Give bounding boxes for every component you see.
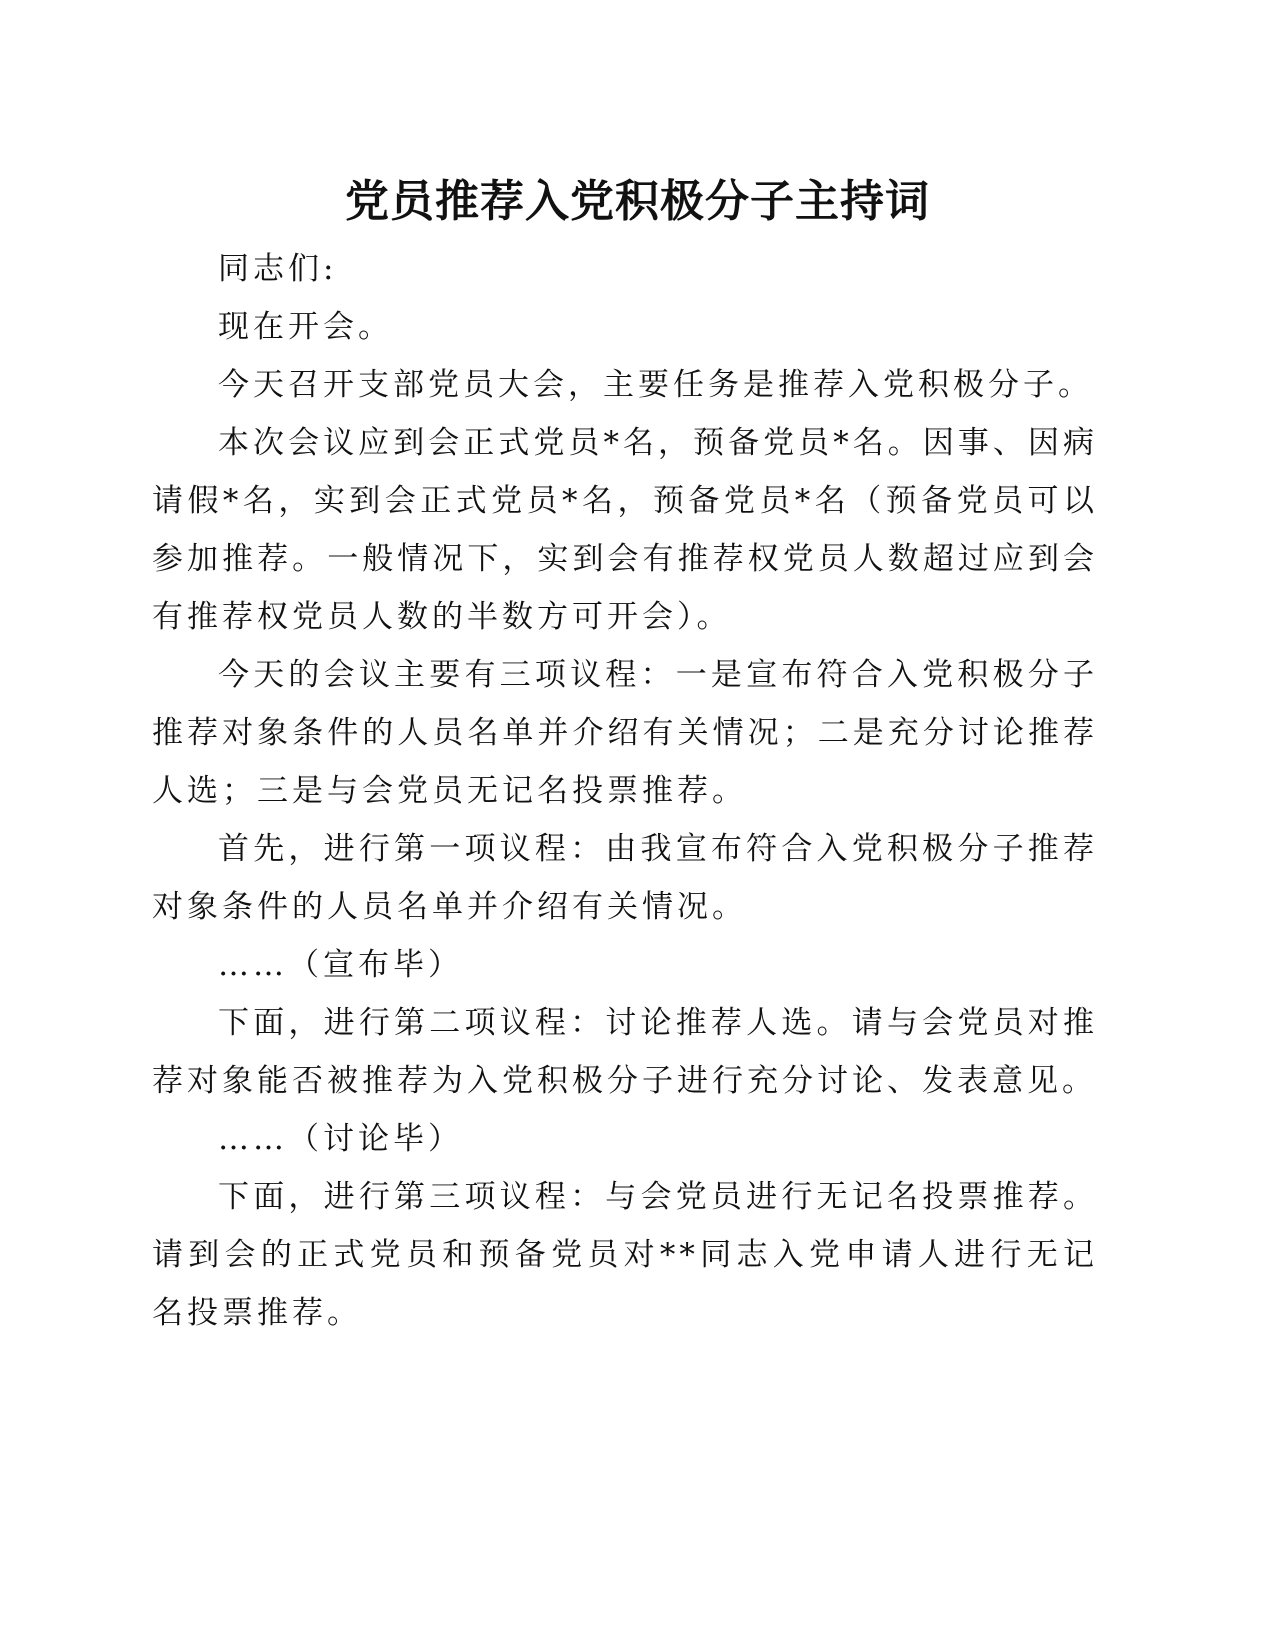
paragraph-item-three: 下面，进行第三项议程：与会党员进行无记名投票推荐。请到会的正式党员和预备党员对**同志入党申请人进行无记名投票推荐。 bbox=[152, 1179, 1098, 1331]
paragraph-purpose: 今天召开支部党员大会，主要任务是推荐入党积极分子。 bbox=[218, 367, 1093, 403]
document-body bbox=[152, 240, 1098, 1342]
paragraph-greeting: 同志们: bbox=[218, 251, 338, 287]
paragraph-discussion-done: ……（讨论毕） bbox=[218, 1121, 463, 1157]
paragraph-attendance: 本次会议应到会正式党员*名，预备党员*名。因事、因病请假*名，实到会正式党员*名，预备党员*名（预备党员可以参加推荐。一般情况下，实到会有推荐权党员人数超过应到会有推荐权党员人数的半数方可开会）。 bbox=[152, 425, 1098, 635]
paragraph-item-one: 首先，进行第一项议程：由我宣布符合入党积极分子推荐对象条件的人员名单并介绍有关情况。 bbox=[152, 831, 1098, 925]
paragraph-announce-done: ……（宣布毕） bbox=[218, 947, 463, 983]
paragraph-agenda: 今天的会议主要有三项议程：一是宣布符合入党积极分子推荐对象条件的人员名单并介绍有关情况；二是充分讨论推荐人选；三是与会党员无记名投票推荐。 bbox=[152, 657, 1098, 809]
paragraph-item-two: 下面，进行第二项议程：讨论推荐人选。请与会党员对推荐对象能否被推荐为入党积极分子进行充分讨论、发表意见。 bbox=[152, 1005, 1098, 1099]
paragraph-opening: 现在开会。 bbox=[218, 309, 393, 345]
document-title: 党员推荐入党积极分子主持词 bbox=[345, 176, 930, 227]
